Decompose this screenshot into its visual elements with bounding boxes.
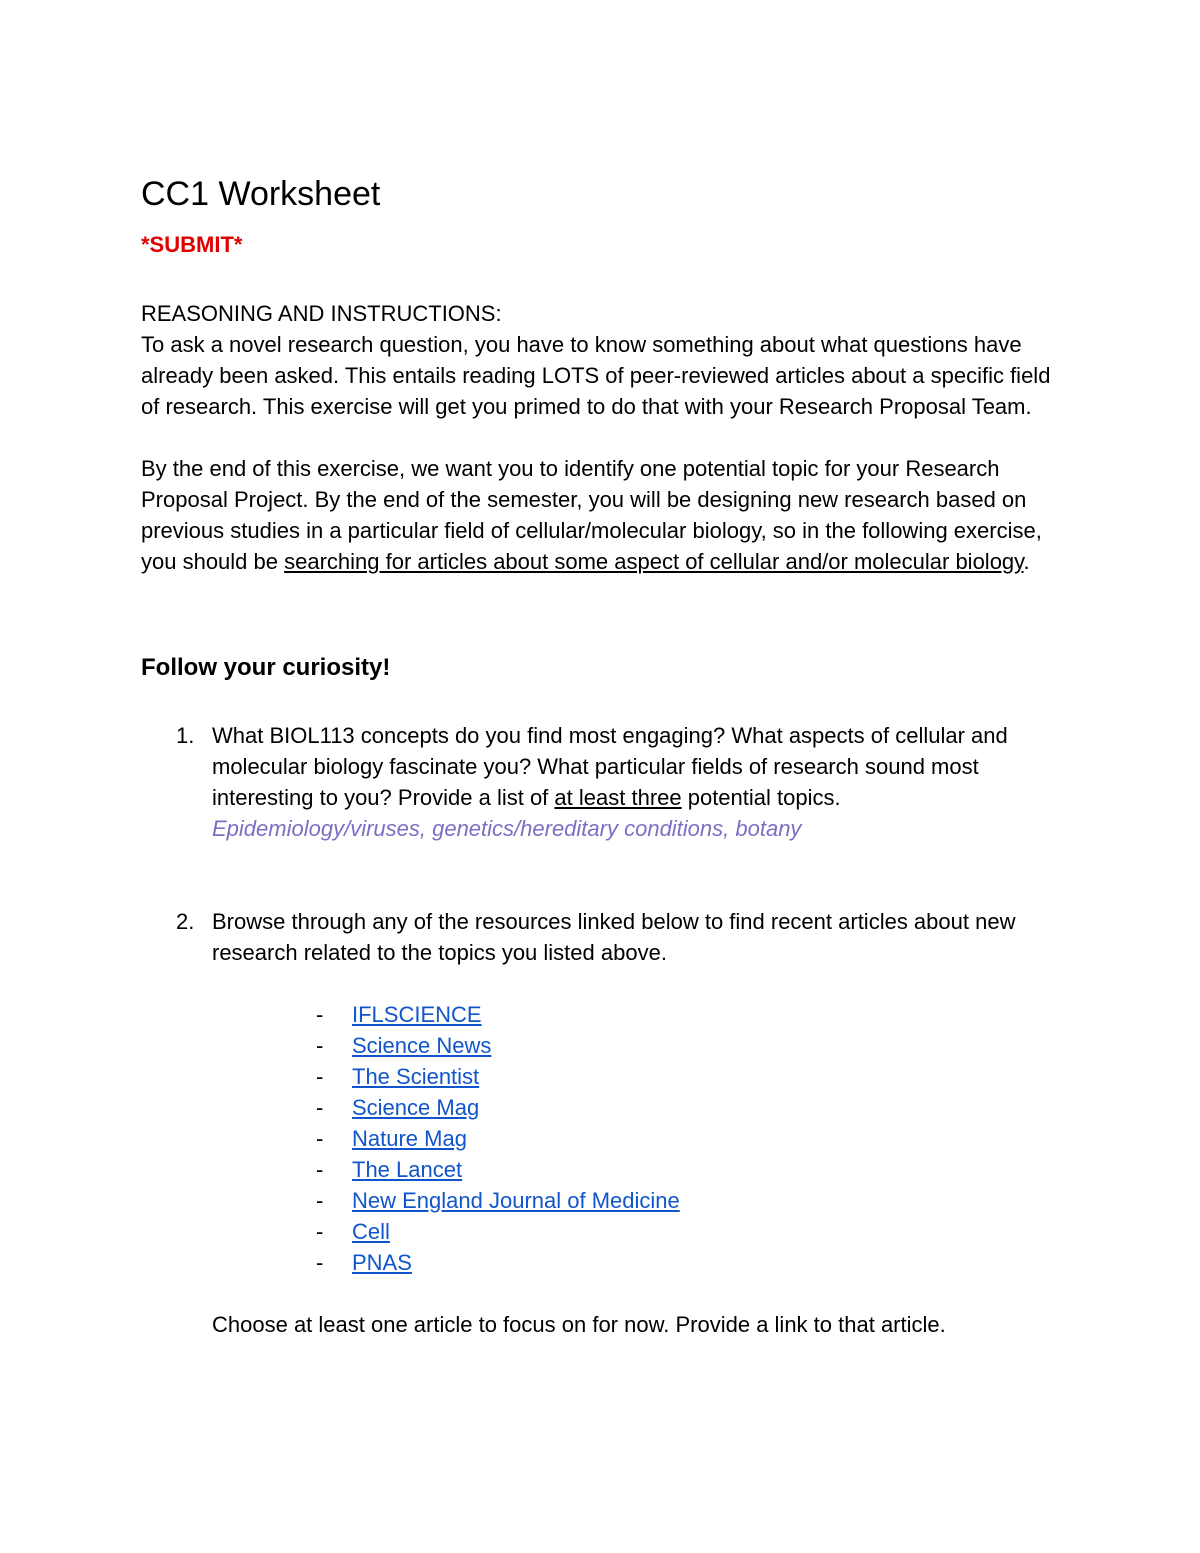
resource-list-item bbox=[141, 1185, 1061, 1216]
list-dash: - bbox=[316, 1095, 324, 1120]
document-title: CC1 Worksheet bbox=[141, 175, 381, 213]
goal-paragraph-emphasis: searching for articles about some aspect of cellular and/or molecular biology bbox=[284, 549, 1024, 574]
list-dash: - bbox=[316, 1126, 324, 1151]
question-text-end: potential topics. bbox=[681, 785, 841, 810]
list-dash: - bbox=[316, 1250, 324, 1275]
resource-list-item bbox=[141, 1123, 1061, 1154]
resource-link-science-mag[interactable]: Science Mag bbox=[352, 1095, 480, 1120]
student-answer: Epidemiology/viruses, genetics/hereditary conditions, botany bbox=[212, 816, 802, 841]
list-dash: - bbox=[316, 1002, 324, 1027]
goal-paragraph-end: . bbox=[1023, 549, 1030, 574]
goal-paragraph bbox=[141, 453, 1061, 577]
question-1 bbox=[141, 720, 1061, 844]
resource-list-item bbox=[141, 999, 1061, 1030]
resource-list-item bbox=[141, 1092, 1061, 1123]
question-text: What BIOL113 concepts do you find most engaging? What aspects of cellular and molecular biology fascinate you? What particular fields of research sound most interesting to you? Provide a list of bbox=[212, 723, 1008, 810]
question-emphasis: at least three bbox=[554, 785, 682, 810]
resource-link-the-lancet[interactable]: The Lancet bbox=[352, 1157, 463, 1182]
submit-label: *SUBMIT* bbox=[141, 232, 243, 257]
document-body bbox=[141, 172, 1061, 1340]
resource-list-item bbox=[141, 1030, 1061, 1061]
intro-paragraph: To ask a novel research question, you have to know something about what questions have already been asked. This entails reading LOTS of peer-reviewed articles about a specific field of research. This exercise will get you primed to do that with your Research Proposal Team. bbox=[141, 332, 1051, 419]
question-number: 1. bbox=[176, 723, 195, 748]
curiosity-heading: Follow your curiosity! bbox=[141, 654, 391, 681]
resource-list-item bbox=[141, 1061, 1061, 1092]
resource-list-item bbox=[141, 1154, 1061, 1185]
question-text: Browse through any of the resources linked below to find recent articles about new research related to the topics you listed above. bbox=[212, 909, 1016, 965]
list-dash: - bbox=[316, 1064, 324, 1089]
resource-links-list bbox=[141, 999, 1061, 1278]
list-dash: - bbox=[316, 1033, 324, 1058]
resource-list-item bbox=[141, 1216, 1061, 1247]
choose-article-instruction: Choose at least one article to focus on for now. Provide a link to that article. bbox=[212, 1312, 946, 1337]
goal-paragraph-text: By the end of this exercise, we want you to identify one potential topic for your Research Proposal Project. By the end of the semester, you will be designing new research based on previous studies in a particular field of cellular/molecular biology, so in the following exercise, you should be bbox=[141, 456, 1042, 574]
resource-link-cell[interactable]: Cell bbox=[352, 1219, 390, 1244]
resource-link-iflscience[interactable]: IFLSCIENCE bbox=[352, 1002, 482, 1027]
resource-link-the-scientist[interactable]: The Scientist bbox=[352, 1064, 480, 1089]
question-2 bbox=[141, 906, 1061, 968]
resource-link-pnas[interactable]: PNAS bbox=[352, 1250, 412, 1275]
resource-link-nature-mag[interactable]: Nature Mag bbox=[352, 1126, 467, 1151]
instructions-heading: REASONING AND INSTRUCTIONS: bbox=[141, 301, 502, 326]
list-dash: - bbox=[316, 1157, 324, 1182]
resource-link-science-news[interactable]: Science News bbox=[352, 1033, 492, 1058]
question-number: 2. bbox=[176, 909, 195, 934]
list-dash: - bbox=[316, 1188, 324, 1213]
questions-list bbox=[141, 720, 1061, 968]
resource-list-item bbox=[141, 1247, 1061, 1278]
list-dash: - bbox=[316, 1219, 324, 1244]
resource-link-nejm[interactable]: New England Journal of Medicine bbox=[352, 1188, 680, 1213]
